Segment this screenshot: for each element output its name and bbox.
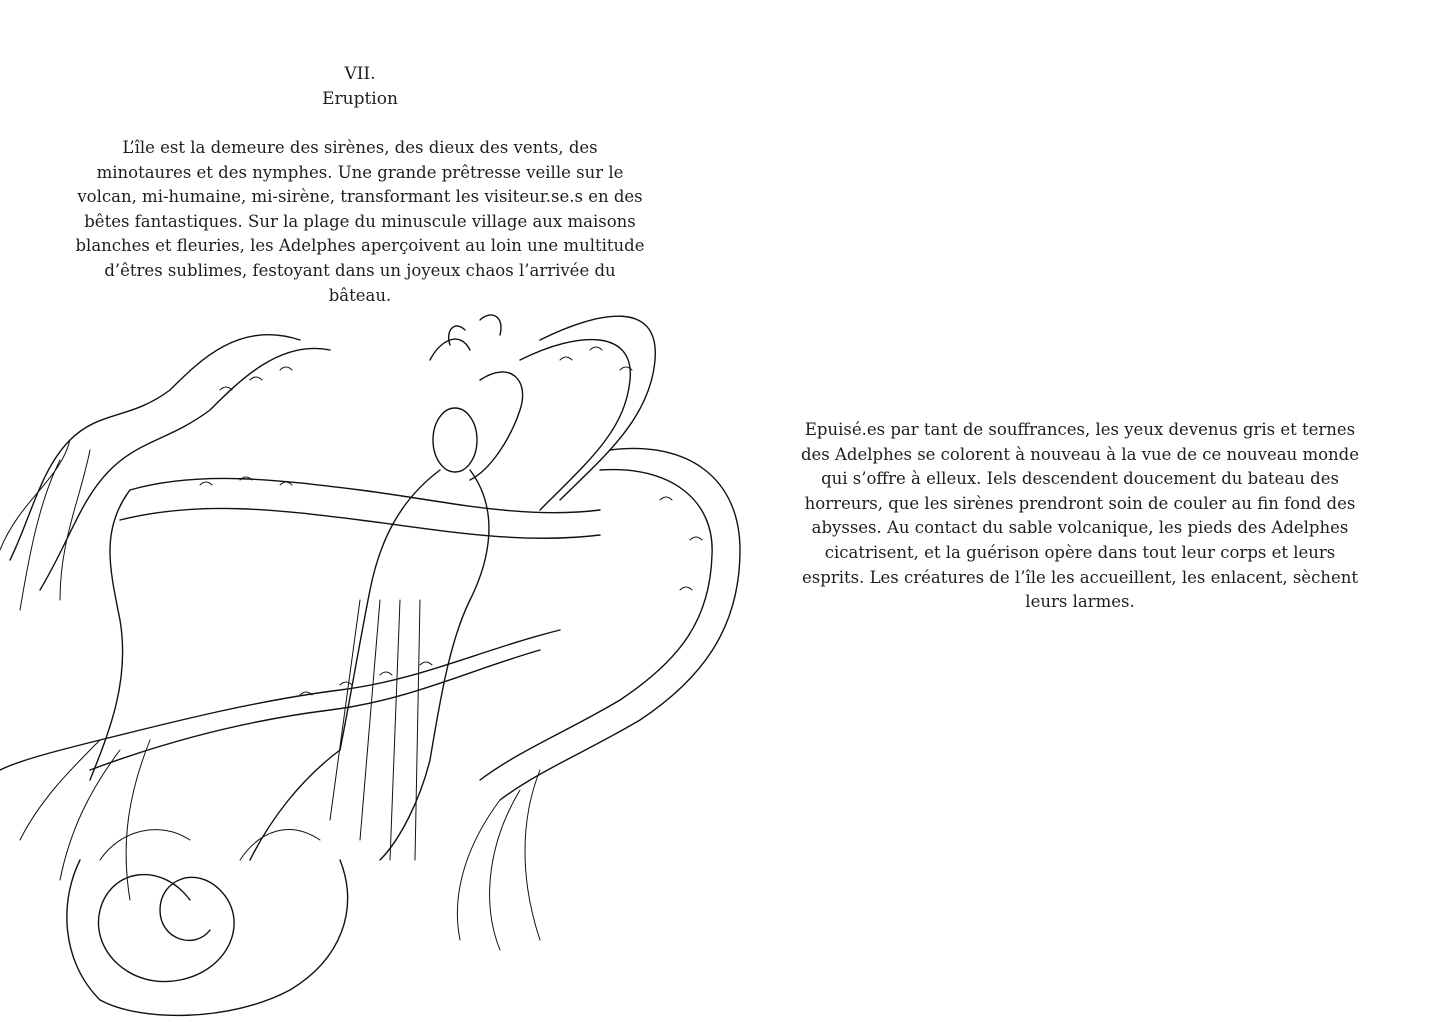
siren-illustration	[0, 300, 760, 1022]
chapter-title: Eruption	[322, 89, 398, 109]
chapter-number: VII.	[344, 64, 376, 84]
chapter-heading	[60, 62, 660, 112]
right-page	[720, 0, 1440, 1022]
left-paragraph: L’île est la demeure des sirènes, des dieux des vents, des minotaures et des nymphes. Une grande prêtresse veille sur le volcan, mi-humaine, mi-sirène, transformant les visiteur.se.s en des bêtes fantastiques. Sur la plage du minuscule village aux maisons blanches et fleuries, les Adelphes aperçoivent au loin une multitude d’êtres sublimes, festoyant dans un joyeux chaos l’arrivée du bâteau.	[75, 138, 645, 305]
right-paragraph: Epuisé.es par tant de souffrances, les yeux devenus gris et ternes des Adelphes se colorent à nouveau à la vue de ce nouveau monde qui s’offre à elleux. Iels descendent doucement du bateau des horreurs, que les sirènes prendront soin de couler au fin fond des abysses. Au contact du sable volcanique, les pieds des Adelphes cicatrisent, et la guérison opère dans tout leur corps et leurs esprits. Les créatures de l’île les accueillent, les enlacent, sèchent leurs larmes.	[800, 420, 1360, 612]
siren-line-drawing	[0, 300, 760, 1022]
